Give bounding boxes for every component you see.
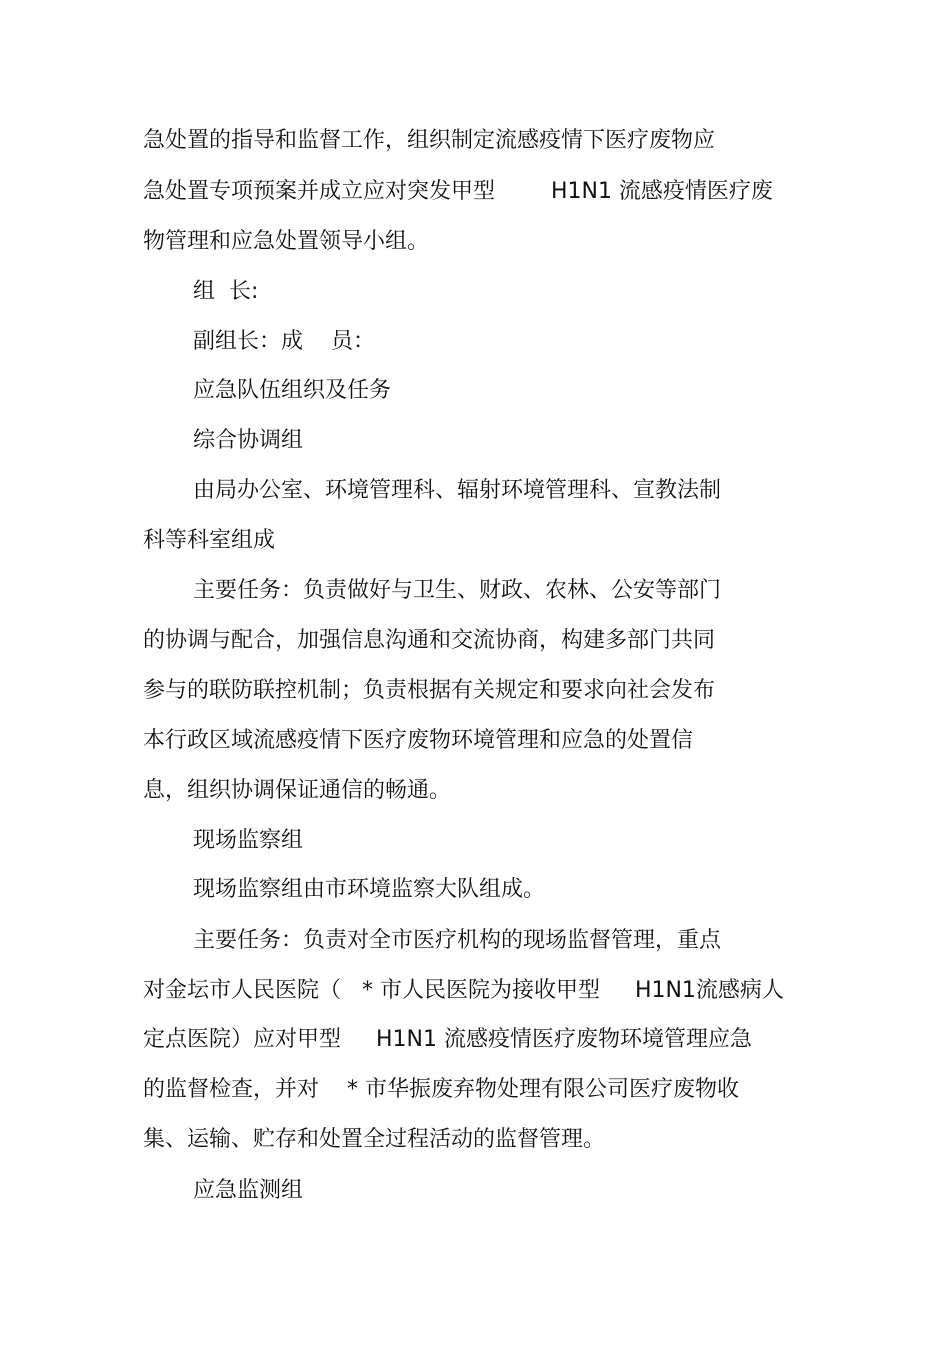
text-line: 本行政区域流感疫情下医疗废物环境管理和应急的处置信 bbox=[143, 728, 694, 753]
text-line: 物管理和应急处置领导小组。 bbox=[143, 229, 430, 254]
text-line: 科等科室组成 bbox=[143, 528, 276, 553]
text-line: 急处置的指导和监督工作，组织制定流感疫情下医疗废物应 bbox=[143, 128, 716, 153]
text-line: 急处置专项预案并成立应对突发甲型 H1N1 流感疫情医疗废 bbox=[143, 179, 773, 204]
text-line: 定点医院）应对甲型 H1N1 流感疫情医疗废物环境管理应急 bbox=[143, 1027, 752, 1052]
text-line: 的协调与配合，加强信息沟通和交流协商，构建多部门共同 bbox=[143, 628, 716, 653]
text-line: 息，组织协调保证通信的畅通。 bbox=[143, 778, 452, 803]
text-line: 组 长: bbox=[193, 279, 259, 304]
text-line: 集、运输、贮存和处置全过程活动的监督管理。 bbox=[143, 1127, 606, 1152]
section-heading: 应急队伍组织及任务 bbox=[193, 378, 392, 403]
text-line: 参与的联防联控机制；负责根据有关规定和要求向社会发布 bbox=[143, 678, 716, 703]
text-line: 主要任务：负责做好与卫生、财政、农林、公安等部门 bbox=[193, 578, 722, 603]
text-line: 对金坛市人民医院（ * 市人民医院为接收甲型 H1N1流感病人 bbox=[143, 978, 784, 1003]
text-line: 副组长：成 员： bbox=[193, 329, 375, 354]
section-heading: 综合协调组 bbox=[193, 428, 304, 453]
text-line: 主要任务：负责对全市医疗机构的现场监督管理，重点 bbox=[193, 928, 722, 953]
section-heading: 现场监察组 bbox=[193, 828, 304, 853]
text-line: 由局办公室、环境管理科、辐射环境管理科、宣教法制 bbox=[193, 478, 722, 503]
text-line: 的监督检查，并对 * 市华振废弃物处理有限公司医疗废物收 bbox=[143, 1077, 739, 1102]
text-line: 现场监察组由市环境监察大队组成。 bbox=[193, 877, 546, 902]
section-heading: 应急监测组 bbox=[193, 1178, 304, 1203]
